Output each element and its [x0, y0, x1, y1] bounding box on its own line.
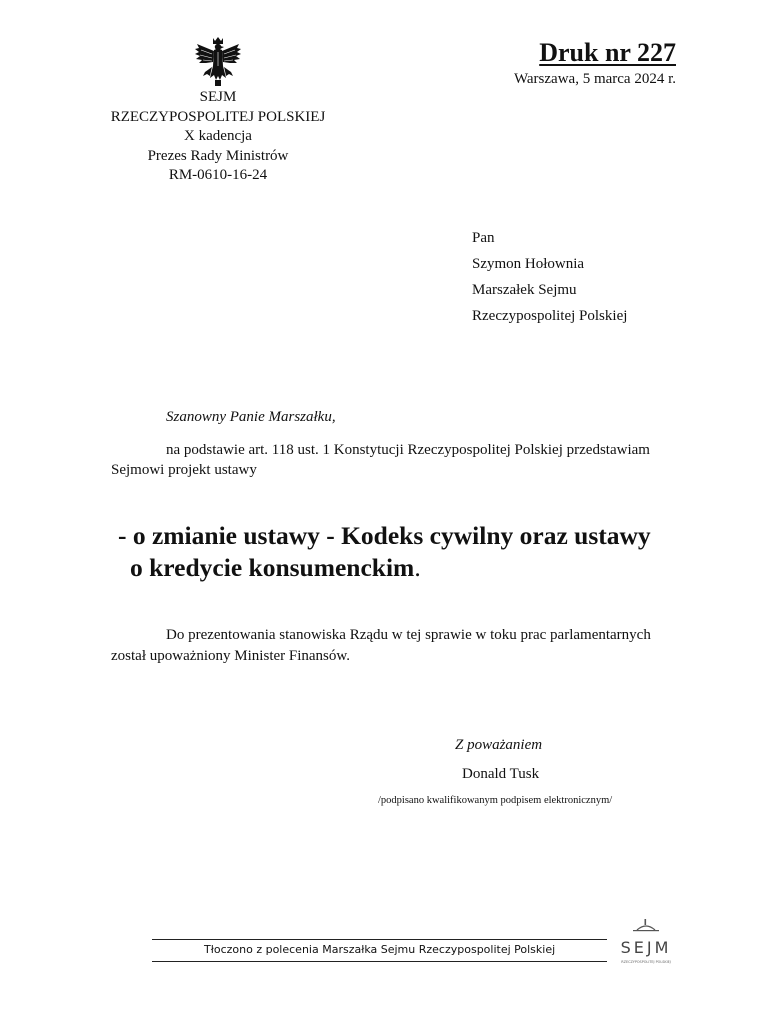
signer-name: Donald Tusk [462, 766, 540, 782]
bill-title-line2-text: o kredycie konsumenckim [130, 553, 415, 582]
recipient-line-title: Pan [472, 230, 495, 246]
bill-title-line1: - o zmianie ustawy - Kodeks cywilny oraz ustawy [118, 521, 651, 550]
print-number-title: Druk nr 227 [539, 38, 676, 67]
paragraph2-line2: został upoważniony Minister Finansów. [111, 648, 350, 664]
bill-title-line2 [130, 553, 421, 583]
org-line-reference: RM-0610-16-24 [168, 167, 268, 183]
place-date: Warszawa, 5 marca 2024 r. [513, 71, 676, 87]
sejm-logo-subtext: RZECZYPOSPOLITEJ POLSKIEJ [621, 960, 671, 964]
footer-rule-bottom [152, 961, 607, 962]
org-line-sejm: SEJM [199, 89, 237, 105]
footer-rule-top [152, 939, 607, 940]
sejm-logo-text: SEJM [620, 938, 672, 957]
recipient-line-institution: Rzeczypospolitej Polskiej [472, 308, 628, 324]
paragraph1-line2: Sejmowi projekt ustawy [111, 462, 257, 478]
org-line-term: X kadencja [184, 128, 252, 144]
signature-note: /podpisano kwalifikowanym podpisem elektronicznym/ [378, 795, 613, 806]
paragraph1-line1: na podstawie art. 118 ust. 1 Konstytucji Rzeczypospolitej Polskiej przedstawiam [166, 442, 650, 458]
closing-phrase: Z poważaniem [455, 737, 543, 753]
salutation: Szanowny Panie Marszałku, [166, 409, 336, 425]
org-line-republic: RZECZYPOSPOLITEJ POLSKIEJ [110, 108, 326, 125]
paragraph2-line1: Do prezentowania stanowiska Rządu w tej sprawie w toku prac parlamentarnych [166, 627, 651, 643]
recipient-line-position: Marszałek Sejmu [472, 282, 577, 298]
recipient-address [472, 225, 627, 329]
organization-header [60, 88, 376, 186]
footer-text: Tłoczono z polecenia Marszałka Sejmu Rzeczypospolitej Polskiej [204, 943, 556, 956]
org-line-office: Prezes Rady Ministrów [147, 147, 289, 164]
bill-title-period: . [414, 553, 421, 582]
eagle-emblem-icon [193, 36, 243, 88]
recipient-line-name: Szymon Hołownia [472, 256, 585, 272]
sejm-logo-icon [615, 918, 677, 968]
